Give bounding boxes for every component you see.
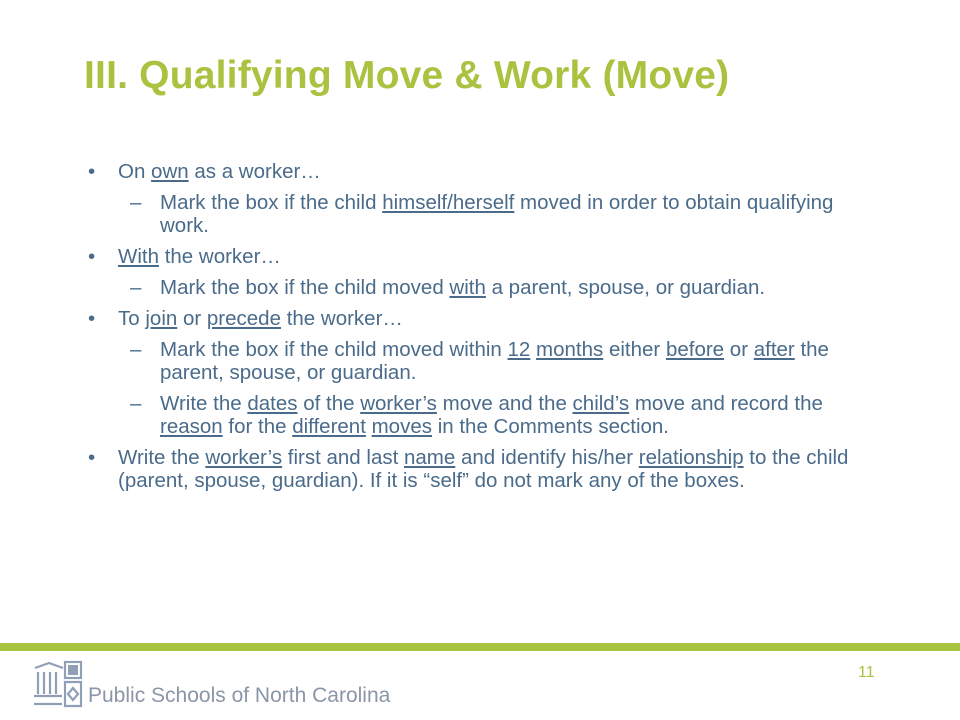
bullet-join	[84, 307, 884, 330]
text: a parent, spouse, or guardian.	[485, 276, 766, 299]
text: move and record the	[629, 392, 823, 415]
underlined-term: before	[665, 338, 725, 361]
sub-bullet-12-months	[84, 338, 884, 384]
sub-bullet-dates	[84, 392, 884, 438]
underlined-term: child’s	[572, 392, 630, 415]
text: moved in order to obtain qualifying work.	[160, 191, 834, 237]
underlined-term: himself/herself	[382, 191, 515, 214]
sub-bullet-with	[84, 276, 884, 299]
underlined-term: with	[449, 276, 486, 299]
underlined-term: after	[753, 338, 795, 361]
text: On	[118, 160, 152, 183]
text: the parent, spouse, or guardian.	[160, 338, 829, 384]
dash-marker: –	[130, 276, 142, 299]
ncdpi-logo-icon	[32, 660, 84, 710]
underlined-term: months	[536, 338, 604, 361]
underlined-term: worker’s	[205, 446, 283, 469]
underlined-term: own	[151, 160, 189, 183]
text: Write the	[118, 446, 206, 469]
underlined-term: 12	[507, 338, 531, 361]
bullet-with	[84, 245, 884, 268]
text: the worker…	[159, 245, 281, 268]
underlined-term: join	[145, 307, 178, 330]
bullet-marker: •	[88, 160, 96, 183]
underlined-term: precede	[206, 307, 281, 330]
text: or	[177, 307, 207, 330]
underlined-term: dates	[247, 392, 298, 415]
page-number: 11	[858, 664, 875, 681]
text: of the	[297, 392, 361, 415]
text: to the child (parent, spouse, guardian). If it is “self” do not mark any of the boxes.	[118, 446, 849, 492]
underlined-term: With	[118, 245, 159, 268]
dash-marker: –	[130, 392, 142, 415]
bullet-marker: •	[88, 245, 96, 268]
text: To	[118, 307, 146, 330]
text: first and last	[282, 446, 404, 469]
bullet-own	[84, 160, 884, 183]
text: Mark the box if the child moved	[160, 276, 450, 299]
slide-content	[84, 160, 884, 500]
underlined-term: worker’s	[360, 392, 437, 415]
underlined-term: reason	[160, 415, 223, 438]
text: as a worker…	[188, 160, 321, 183]
text: and identify his/her	[455, 446, 639, 469]
underlined-term: different	[292, 415, 366, 438]
bullet-workers-name	[84, 446, 884, 492]
text: either	[603, 338, 666, 361]
underlined-term: moves	[371, 415, 432, 438]
underlined-term: name	[404, 446, 456, 469]
dash-marker: –	[130, 338, 142, 361]
organization-name: Public Schools of North Carolina	[88, 684, 391, 707]
sub-bullet-himself	[84, 191, 884, 237]
bullet-marker: •	[88, 307, 96, 330]
dash-marker: –	[130, 191, 142, 214]
text: move and the	[436, 392, 573, 415]
text: Mark the box if the child	[160, 191, 383, 214]
bullet-marker: •	[88, 446, 96, 469]
footer-divider	[0, 643, 960, 651]
text: the worker…	[281, 307, 403, 330]
slide-title: III. Qualifying Move & Work (Move)	[84, 54, 730, 97]
text: for the	[222, 415, 293, 438]
text: in the Comments section.	[432, 415, 669, 438]
text: Mark the box if the child moved within	[160, 338, 508, 361]
text: Write the	[160, 392, 248, 415]
underlined-term: relationship	[638, 446, 744, 469]
text: or	[724, 338, 754, 361]
